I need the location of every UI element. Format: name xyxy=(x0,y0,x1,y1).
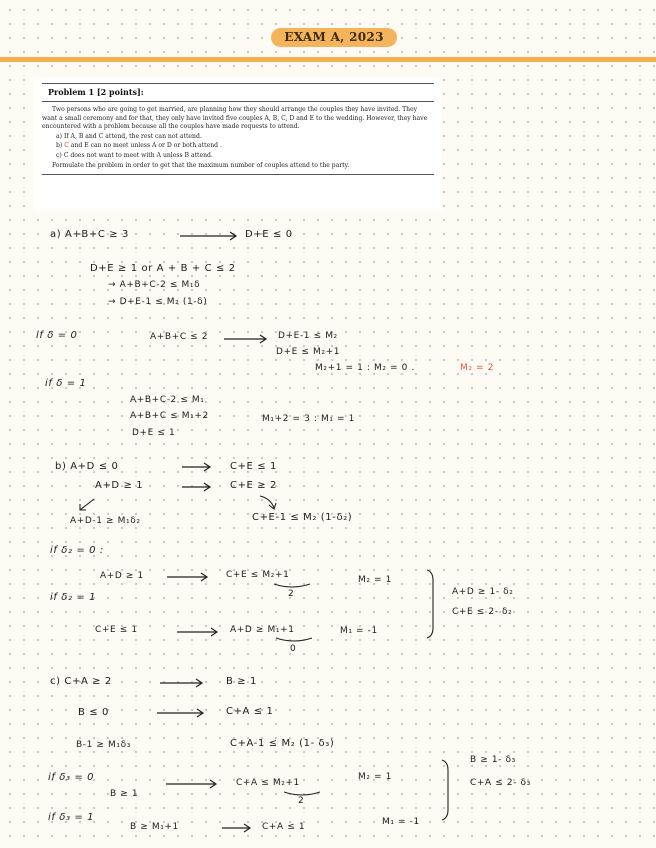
bottom-rule xyxy=(42,174,434,175)
problem-statement-box xyxy=(34,77,442,210)
arrow-icon xyxy=(222,333,270,345)
note-line: M₂+1 = 1 : M₂ = 0 . xyxy=(315,363,415,373)
condition-b xyxy=(56,141,434,151)
arrow-icon xyxy=(155,707,207,719)
note-line: M₂ = 1 xyxy=(358,575,392,585)
note-line: B ≥ M₁+1 xyxy=(130,822,179,832)
note-line: → A+B+C-2 ≤ M₁δ xyxy=(108,280,201,290)
note-line: B ≥ 1- δ₃ xyxy=(470,755,516,765)
top-rule xyxy=(42,83,434,84)
note-line: D+E ≤ M₂+1 xyxy=(276,347,341,357)
note-line: C+E-1 ≤ M₂ (1-δ₂) xyxy=(252,512,353,523)
note-line: C+A ≤ M₂+1 xyxy=(236,778,300,788)
note-line: C+A ≤ 1 xyxy=(226,706,274,717)
arrow-icon xyxy=(164,778,220,790)
note-line: C+A ≤ 2- δ₃ xyxy=(470,778,531,788)
note-line: M₁+2 = 3 : M₁ = 1 xyxy=(262,414,355,424)
note-line: B ≥ 1 xyxy=(110,789,139,799)
note-line: A+B+C ≤ M₁+2 xyxy=(130,411,209,421)
note-line: M₁ = -1 xyxy=(340,626,378,636)
problem-closing: Formulate the problem in order to get that the maximum number of couples attend to the party. xyxy=(52,162,350,169)
note-line: C+A-1 ≤ M₂ (1- δ₃) xyxy=(230,738,335,749)
condition-b-highlight: C xyxy=(64,142,69,149)
note-highlight: M₂ = 2 xyxy=(460,363,494,373)
problem-intro: Two persons who are going to get married, are planning how they should arrange the couples they have invited. They want a small ceremony and for that, they only have invited five couples A, B, C, D and E to the wedding. However, they have encountered with a problem because all the couples have made requests to attend. xyxy=(42,106,428,130)
note-line: if δ₂ = 0 : xyxy=(50,545,104,556)
title-underline xyxy=(0,57,656,62)
note-line: 0 xyxy=(290,644,297,654)
note-line: C+E ≤ 1 xyxy=(230,461,277,472)
arrow-icon xyxy=(180,461,214,473)
note-line: c) C+A ≥ 2 xyxy=(50,676,112,687)
note-line: A+B+C ≤ 2 xyxy=(150,332,209,342)
note-line: B-1 ≥ M₁δ₃ xyxy=(76,740,131,750)
arrow-icon xyxy=(175,626,221,638)
note-line: C+E ≥ 2 xyxy=(230,480,277,491)
note-line: M₁ = -1 xyxy=(382,817,420,827)
condition-b-prefix: b) xyxy=(56,142,65,149)
bracket-icon xyxy=(425,568,437,640)
problem-title: Problem 1 [2 points]: xyxy=(48,87,144,97)
note-line: A+D ≥ M₁+1 xyxy=(230,625,295,635)
arrow-icon xyxy=(165,571,211,583)
arrow-icon xyxy=(178,230,240,242)
mid-rule xyxy=(42,101,434,102)
condition-b-rest: and E can no meet unless A or D or both attend . xyxy=(68,142,222,149)
note-line: C+E ≤ 1 xyxy=(95,625,138,635)
arrow-icon xyxy=(180,481,214,493)
note-line: if δ = 0 xyxy=(36,330,78,341)
note-line: A+D ≥ 1- δ₂ xyxy=(452,587,514,597)
note-line: D+E ≤ 1 xyxy=(132,428,176,438)
note-line: C+E ≤ 2- δ₂ xyxy=(452,607,513,617)
page-title: EXAM A, 2023 xyxy=(271,28,397,47)
note-line: a) A+B+C ≥ 3 xyxy=(50,229,129,240)
note-line: A+D-1 ≥ M₁δ₂ xyxy=(70,516,141,526)
note-line: B ≤ 0 xyxy=(78,707,109,718)
note-line: B ≥ 1 xyxy=(226,676,257,687)
condition-c: c) C does not want to meet with A unless B attend. xyxy=(56,151,213,159)
note-line: C+A ≤ 1 xyxy=(262,822,306,832)
note-line: D+E-1 ≤ M₂ xyxy=(278,331,338,341)
note-line: 2 xyxy=(298,796,305,806)
arrow-icon xyxy=(258,494,280,512)
arrow-icon xyxy=(220,822,254,834)
note-line: A+B+C-2 ≤ M₁ xyxy=(130,395,205,405)
note-line: if δ = 1 xyxy=(45,378,87,389)
bracket-icon xyxy=(440,758,452,822)
note-line: A+D ≥ 1 xyxy=(95,480,144,491)
note-line: if δ₂ = 1 xyxy=(50,592,97,603)
note-line: A+D ≥ 1 xyxy=(100,571,144,581)
note-line: b) A+D ≤ 0 xyxy=(55,461,119,472)
arrow-icon xyxy=(158,677,206,689)
arrow-icon xyxy=(76,497,98,513)
note-line: 2 xyxy=(288,589,295,599)
note-line: D+E ≥ 1 or A + B + C ≤ 2 xyxy=(90,263,236,274)
underbrace-icon xyxy=(274,636,314,644)
note-line: if δ₃ = 0 xyxy=(48,772,95,783)
note-line: D+E ≤ 0 xyxy=(245,229,293,240)
note-line: if δ₃ = 1 xyxy=(48,812,95,823)
note-line: C+E ≤ M₂+1 xyxy=(226,570,290,580)
condition-a: a) If A, B and C attend, the rest can not attend. xyxy=(56,132,202,140)
note-line: M₂ = 1 xyxy=(358,772,392,782)
note-line: → D+E-1 ≤ M₂ (1-δ) xyxy=(108,297,208,307)
